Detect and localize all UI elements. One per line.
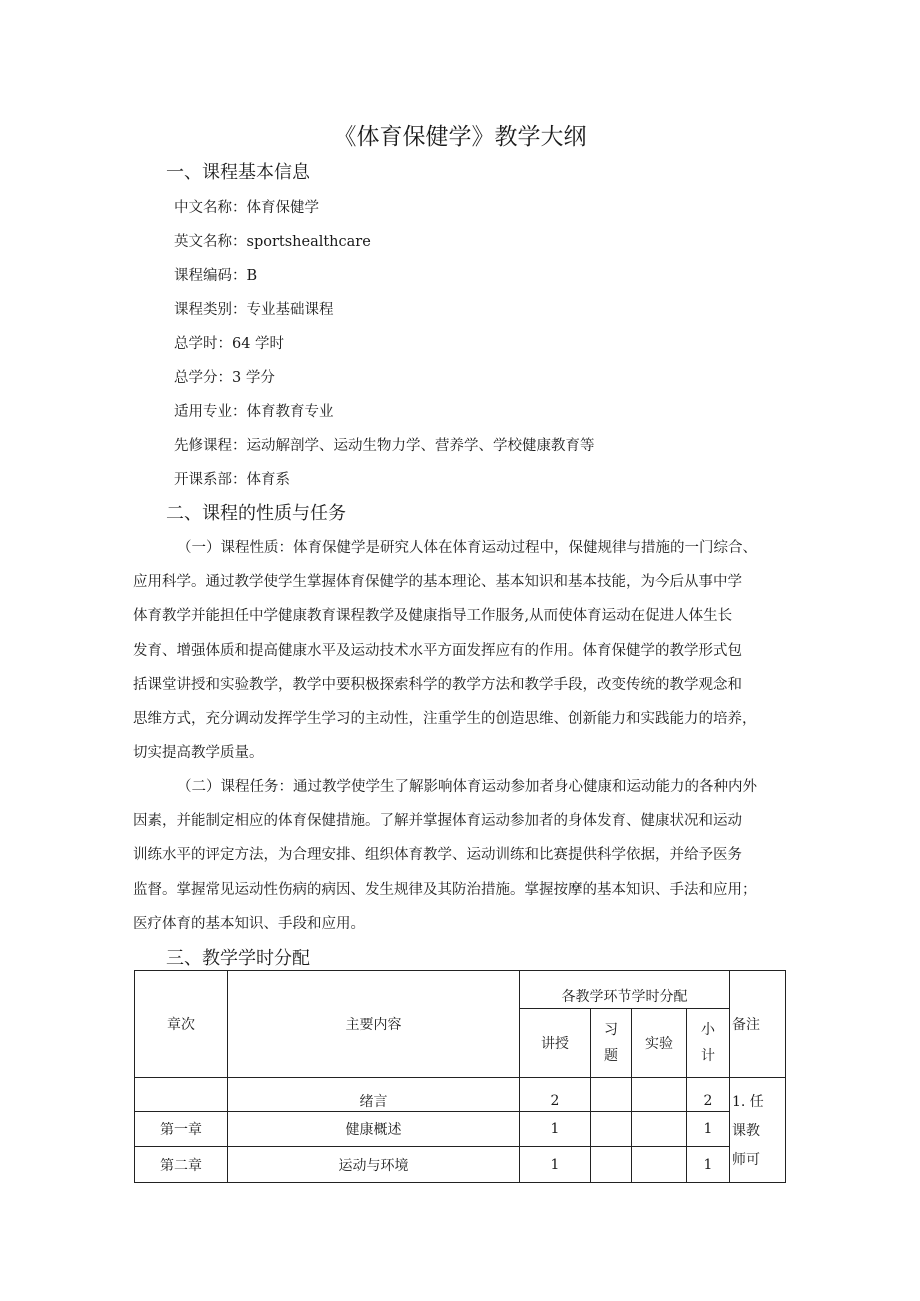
info-prerequisites: 先修课程：运动解剖学、运动生物力学、营养学、学校健康教育等: [174, 438, 595, 454]
document-title: 《体育保健学》教学大纲: [333, 124, 587, 150]
section-heading-nature-tasks: 二、课程的性质与任务: [166, 503, 346, 524]
text-line: 监督。掌握常见运动性伤病的病因、发生规律及其防治措施。掌握按摩的基本知识、手法和应用；: [133, 881, 757, 898]
cell-lecture: 2: [520, 1078, 591, 1112]
text-line: 医疗体育的基本知识、手段和应用。: [133, 915, 365, 932]
section-heading-hours: 三、教学学时分配: [166, 948, 310, 969]
text-line: 训练水平的评定方法，为合理安排、组织体育教学、运动训练和比赛提供科学依据，并给予医务: [133, 847, 742, 864]
table-row: [135, 1112, 786, 1147]
header-exercise-line1: 习: [604, 1022, 618, 1038]
section-heading-basic-info: 一、课程基本信息: [166, 162, 310, 183]
text-line: （一）课程性质：体育保健学是研究人体在体育运动过程中，保健规律与措施的一门综合、: [177, 540, 757, 556]
paragraph-course-nature: [133, 531, 793, 770]
info-total-credits: 总学分：3 学分: [174, 370, 275, 386]
table-row: [135, 1078, 786, 1112]
cell-content: 健康概述: [228, 1112, 520, 1147]
cell-chapter: [135, 1078, 228, 1112]
header-lab: 实验: [632, 1009, 687, 1078]
info-chinese-name: 中文名称：体育保健学: [174, 200, 319, 216]
info-course-code: 课程编码：B: [174, 268, 258, 284]
header-exercise: [591, 1009, 632, 1078]
header-subtotal-line2: 计: [701, 1048, 715, 1064]
cell-lab: [632, 1078, 687, 1112]
header-chapter: 章次: [135, 971, 228, 1078]
text-line: 思维方式，充分调动发挥学生学习的主动性，注重学生的创造思维、创新能力和实践能力的培养，: [133, 711, 757, 728]
text-line: 发育、增强体质和提高健康水平及运动技术水平方面发挥应有的作用。体育保健学的教学形式包: [133, 642, 742, 659]
cell-subtotal: 1: [687, 1147, 730, 1183]
header-hours-group: 各教学环节学时分配: [520, 971, 730, 1009]
cell-content: 运动与环境: [228, 1147, 520, 1183]
text-line: 因素，并能制定相应的体育保健措施。了解并掌握体育运动参加者的身体发育、健康状况和运动: [133, 813, 742, 830]
info-course-category: 课程类别：专业基础课程: [174, 302, 334, 318]
text-line: 括课堂讲授和实验教学，教学中要积极探索科学的教学方法和教学手段，改变传统的教学观念和: [133, 676, 742, 693]
header-content: 主要内容: [228, 971, 520, 1078]
text-line: （二）课程任务：通过教学使学生了解影响体育运动参加者身心健康和运动能力的各种内外: [177, 779, 757, 795]
note-line: 课教: [732, 1123, 760, 1139]
header-note: 备注: [730, 971, 786, 1078]
paragraph-course-tasks: [133, 770, 793, 941]
cell-lecture: 1: [520, 1112, 591, 1147]
cell-lecture: 1: [520, 1147, 591, 1183]
note-line: 1. 任: [732, 1094, 764, 1110]
text-line: 应用科学。通过教学使学生掌握体育保健学的基本理论、基本知识和基本技能，为今后从事中学: [133, 574, 742, 591]
cell-subtotal: 2: [687, 1078, 730, 1112]
info-applicable-major: 适用专业：体育教育专业: [174, 404, 334, 420]
info-total-hours: 总学时：64 学时: [174, 336, 285, 352]
cell-lab: [632, 1112, 687, 1147]
cell-exercise: [591, 1112, 632, 1147]
cell-chapter: 第一章: [135, 1112, 228, 1147]
header-exercise-line2: 题: [604, 1048, 618, 1064]
text-line: 体育教学并能担任中学健康教育课程教学及健康指导工作服务,从而使体育运动在促进人体生长: [133, 608, 733, 625]
cell-subtotal: 1: [687, 1112, 730, 1147]
cell-exercise: [591, 1078, 632, 1112]
info-department: 开课系部：体育系: [174, 472, 290, 488]
cell-lab: [632, 1147, 687, 1183]
info-english-name: 英文名称：sportshealthcare: [174, 234, 371, 250]
header-lecture: 讲授: [520, 1009, 591, 1078]
header-subtotal-line1: 小: [701, 1022, 715, 1038]
cell-content: 绪言: [228, 1078, 520, 1112]
cell-note: [730, 1078, 786, 1183]
note-line: 师可: [732, 1152, 760, 1168]
table-row: [135, 1147, 786, 1183]
cell-exercise: [591, 1147, 632, 1183]
header-subtotal: [687, 1009, 730, 1078]
hours-table: [134, 970, 786, 1183]
cell-chapter: 第二章: [135, 1147, 228, 1183]
text-line: 切实提高教学质量。: [133, 745, 264, 762]
